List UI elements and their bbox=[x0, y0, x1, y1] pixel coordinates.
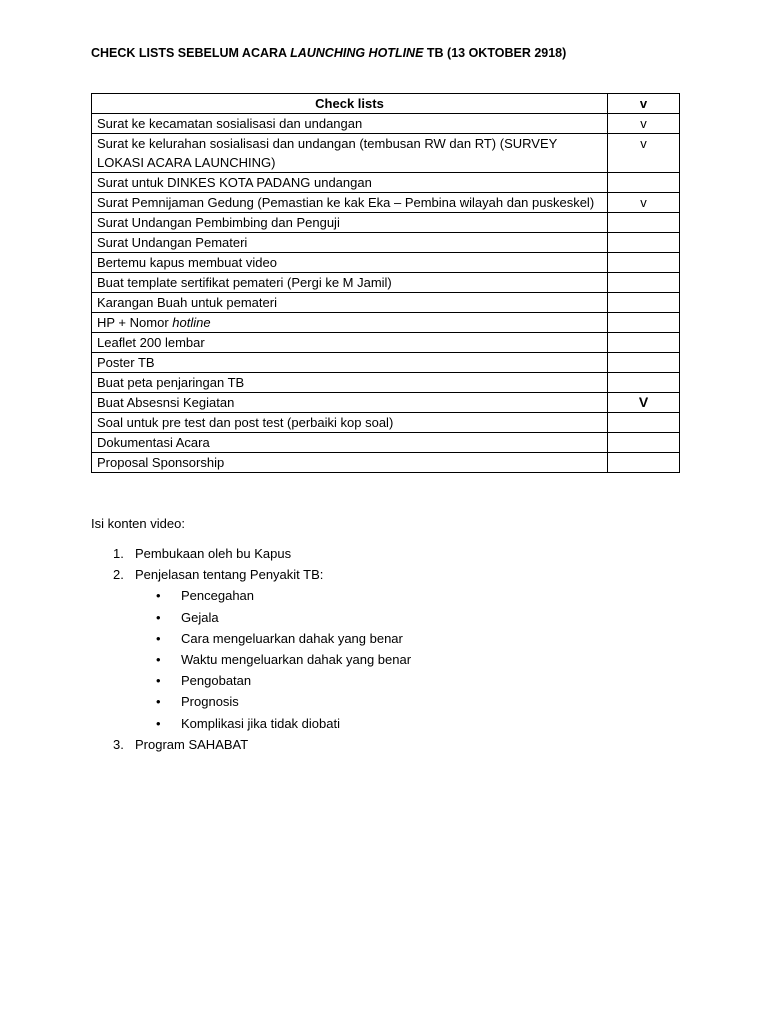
row-mark bbox=[608, 293, 680, 313]
page-title bbox=[91, 46, 566, 60]
video-content-heading: Isi konten video: bbox=[91, 516, 185, 531]
row-item: Buat Absesnsi Kegiatan bbox=[92, 393, 608, 413]
row-mark bbox=[608, 333, 680, 353]
row-mark bbox=[608, 253, 680, 273]
table-row bbox=[92, 213, 680, 233]
table-row bbox=[92, 134, 680, 173]
table-row bbox=[92, 333, 680, 353]
sub-list-item bbox=[135, 649, 651, 670]
bullet-icon: • bbox=[156, 694, 161, 710]
table-row bbox=[92, 293, 680, 313]
row-mark bbox=[608, 233, 680, 253]
row-mark bbox=[608, 213, 680, 233]
sub-list-item-text: Waktu mengeluarkan dahak yang benar bbox=[181, 652, 412, 668]
row-mark: v bbox=[608, 114, 680, 134]
row-mark bbox=[608, 433, 680, 453]
list-item bbox=[91, 564, 651, 734]
row-item: Surat Undangan Pemateri bbox=[92, 233, 608, 253]
row-mark bbox=[608, 413, 680, 433]
sub-list-item-text: Pencegahan bbox=[181, 588, 255, 604]
video-content-list bbox=[91, 543, 651, 755]
checklist-header-row bbox=[92, 94, 680, 114]
table-row bbox=[92, 373, 680, 393]
table-row bbox=[92, 453, 680, 473]
sub-list-item-text: Gejala bbox=[181, 609, 219, 625]
row-mark bbox=[608, 353, 680, 373]
title-italic: LAUNCHING HOTLINE bbox=[290, 46, 424, 60]
row-item bbox=[92, 313, 608, 333]
row-item-text: HP + Nomor bbox=[97, 315, 173, 330]
row-mark bbox=[608, 453, 680, 473]
row-item: Buat template sertifikat pemateri (Pergi ke M Jamil) bbox=[92, 273, 608, 293]
header-mark: v bbox=[608, 94, 680, 114]
sub-list-item bbox=[135, 628, 651, 649]
title-prefix: CHECK LISTS SEBELUM ACARA bbox=[91, 46, 291, 60]
list-item bbox=[91, 543, 651, 564]
row-item: Soal untuk pre test dan post test (perbaiki kop soal) bbox=[92, 413, 608, 433]
row-item: Surat Undangan Pembimbing dan Penguji bbox=[92, 213, 608, 233]
bullet-icon: • bbox=[156, 673, 161, 689]
table-row bbox=[92, 253, 680, 273]
list-item bbox=[91, 734, 651, 755]
list-item-number: 3. bbox=[113, 736, 124, 752]
table-row bbox=[92, 353, 680, 373]
row-item: Karangan Buah untuk pemateri bbox=[92, 293, 608, 313]
bullet-icon: • bbox=[156, 715, 161, 731]
sub-list-item-text: Komplikasi jika tidak diobati bbox=[181, 715, 340, 731]
sub-list-item-text: Prognosis bbox=[181, 694, 239, 710]
row-item: Poster TB bbox=[92, 353, 608, 373]
row-item: Dokumentasi Acara bbox=[92, 433, 608, 453]
row-mark: v bbox=[608, 193, 680, 213]
list-item-text: Program SAHABAT bbox=[135, 736, 249, 752]
row-item: Leaflet 200 lembar bbox=[92, 333, 608, 353]
tb-topics-sublist bbox=[135, 585, 651, 733]
table-row bbox=[92, 114, 680, 134]
sub-list-item bbox=[135, 713, 651, 734]
sub-list-item-text: Cara mengeluarkan dahak yang benar bbox=[181, 630, 403, 646]
list-item-text: Penjelasan tentang Penyakit TB: bbox=[135, 567, 324, 583]
row-mark bbox=[608, 273, 680, 293]
row-item: Surat Pemnijaman Gedung (Pemastian ke kak Eka – Pembina wilayah dan puskeskel) bbox=[92, 193, 608, 213]
header-item: Check lists bbox=[92, 94, 608, 114]
table-row bbox=[92, 233, 680, 253]
sub-list-item bbox=[135, 691, 651, 712]
title-suffix: TB (13 OKTOBER 2918) bbox=[423, 46, 567, 60]
row-item: Surat untuk DINKES KOTA PADANG undangan bbox=[92, 173, 608, 193]
bullet-icon: • bbox=[156, 609, 161, 625]
sub-list-item bbox=[135, 607, 651, 628]
sub-list-item bbox=[135, 670, 651, 691]
table-row bbox=[92, 433, 680, 453]
table-row bbox=[92, 273, 680, 293]
row-mark bbox=[608, 173, 680, 193]
list-item-number: 1. bbox=[113, 546, 124, 561]
row-item: Surat ke kecamatan sosialisasi dan undangan bbox=[92, 114, 608, 134]
table-row bbox=[92, 313, 680, 333]
row-mark bbox=[608, 313, 680, 333]
row-mark: V bbox=[608, 393, 680, 413]
table-row bbox=[92, 173, 680, 193]
row-mark: v bbox=[608, 134, 680, 173]
row-item: Buat peta penjaringan TB bbox=[92, 373, 608, 393]
row-item: Surat ke kelurahan sosialisasi dan undangan (tembusan RW dan RT) (SURVEY LOKASI ACARA LAUNCHING) bbox=[92, 134, 608, 173]
row-item: Proposal Sponsorship bbox=[92, 453, 608, 473]
sub-list-item-text: Pengobatan bbox=[181, 673, 252, 689]
row-item: Bertemu kapus membuat video bbox=[92, 253, 608, 273]
table-row bbox=[92, 393, 680, 413]
sub-list-item bbox=[135, 585, 651, 606]
table-row bbox=[92, 413, 680, 433]
table-row bbox=[92, 193, 680, 213]
list-item-text: Pembukaan oleh bu Kapus bbox=[135, 546, 292, 561]
checklist-table bbox=[91, 93, 680, 473]
list-item-number: 2. bbox=[113, 567, 124, 583]
row-mark bbox=[608, 373, 680, 393]
bullet-icon: • bbox=[156, 630, 161, 646]
bullet-icon: • bbox=[156, 588, 161, 604]
row-item-italic: hotline bbox=[172, 315, 211, 330]
bullet-icon: • bbox=[156, 652, 161, 668]
